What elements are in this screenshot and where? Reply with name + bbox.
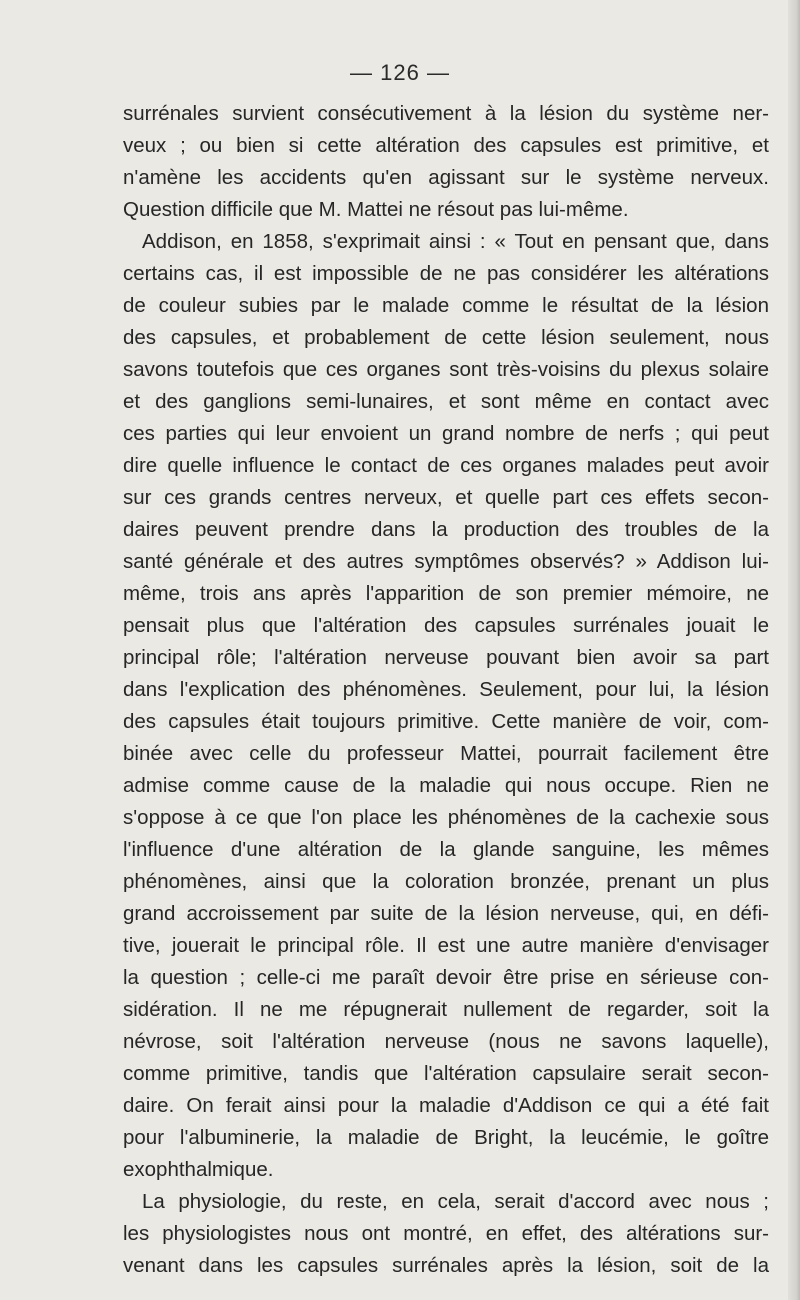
- text-line: pensait plus que l'altération des capsules surrénales jouait le: [123, 614, 769, 637]
- text-line: n'amène les accidents qu'en agissant sur le système nerveux.: [123, 166, 769, 189]
- text-line: pour l'albuminerie, la maladie de Bright, la leucémie, le goître: [123, 1126, 769, 1149]
- text-line: la question ; celle-ci me paraît devoir être prise en sérieuse con-: [123, 966, 769, 989]
- text-line: des capsules était toujours primitive. Cette manière de voir, com-: [123, 710, 769, 733]
- text-line: veux ; ou bien si cette altération des capsules est primitive, et: [123, 134, 769, 157]
- text-line: l'influence d'une altération de la glande sanguine, les mêmes: [123, 838, 769, 861]
- text-line: même, trois ans après l'apparition de son premier mémoire, ne: [123, 582, 769, 605]
- text-line: La physiologie, du reste, en cela, serait d'accord avec nous ;: [142, 1190, 769, 1213]
- text-line: de couleur subies par le malade comme le résultat de la lésion: [123, 294, 769, 317]
- text-line: grand accroissement par suite de la lésion nerveuse, qui, en défi-: [123, 902, 769, 925]
- text-line: binée avec celle du professeur Mattei, pourrait facilement être: [123, 742, 769, 765]
- text-line: sur ces grands centres nerveux, et quelle part ces effets secon-: [123, 486, 769, 509]
- text-line: Addison, en 1858, s'exprimait ainsi : « Tout en pensant que, dans: [142, 230, 769, 253]
- text-line: daires peuvent prendre dans la production des troubles de la: [123, 518, 769, 541]
- text-line: tive, jouerait le principal rôle. Il est une autre manière d'envisager: [123, 934, 769, 957]
- text-line: admise comme cause de la maladie qui nous occupe. Rien ne: [123, 774, 769, 797]
- text-line: principal rôle; l'altération nerveuse pouvant bien avoir sa part: [123, 646, 769, 669]
- text-line: dans l'explication des phénomènes. Seulement, pour lui, la lésion: [123, 678, 769, 701]
- text-line: les physiologistes nous ont montré, en effet, des altérations sur-: [123, 1222, 769, 1245]
- text-line: Question difficile que M. Mattei ne résout pas lui-même.: [123, 198, 629, 221]
- text-line: surrénales survient consécutivement à la lésion du système ner-: [123, 102, 769, 125]
- text-line: ces parties qui leur envoient un grand nombre de nerfs ; qui peut: [123, 422, 769, 445]
- text-line: des capsules, et probablement de cette lésion seulement, nous: [123, 326, 769, 349]
- text-line: daire. On ferait ainsi pour la maladie d'Addison ce qui a été fait: [123, 1094, 769, 1117]
- text-line: comme primitive, tandis que l'altération capsulaire serait secon-: [123, 1062, 769, 1085]
- text-line: névrose, soit l'altération nerveuse (nous ne savons laquelle),: [123, 1030, 769, 1053]
- text-line: phénomènes, ainsi que la coloration bronzée, prenant un plus: [123, 870, 769, 893]
- text-line: santé générale et des autres symptômes observés? » Addison lui-: [123, 550, 769, 573]
- text-line: et des ganglions semi-lunaires, et sont même en contact avec: [123, 390, 769, 413]
- text-line: sidération. Il ne me répugnerait nullement de regarder, soit la: [123, 998, 769, 1021]
- page-number: — 126 —: [350, 60, 450, 85]
- text-line: s'oppose à ce que l'on place les phénomènes de la cachexie sous: [123, 806, 769, 829]
- text-line: certains cas, il est impossible de ne pas considérer les altérations: [123, 262, 769, 285]
- page-edge: [788, 0, 800, 1300]
- text-line: dire quelle influence le contact de ces organes malades peut avoir: [123, 454, 769, 477]
- text-line: savons toutefois que ces organes sont très-voisins du plexus solaire: [123, 358, 769, 381]
- text-line: venant dans les capsules surrénales après la lésion, soit de la: [123, 1254, 769, 1277]
- body-text: [123, 98, 769, 1282]
- text-line: exophthalmique.: [123, 1158, 274, 1181]
